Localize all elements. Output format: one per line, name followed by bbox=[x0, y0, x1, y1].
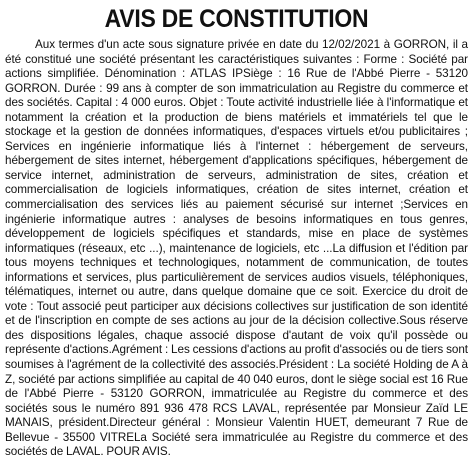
notice-title: AVIS DE CONSTITUTION bbox=[104, 5, 369, 33]
notice-body: Aux termes d'un acte sous signature privée en date du 12/02/2021 à GORRON, il a été constitué une société présentant les caractéristiques suivantes : Forme : Société par actions simplifiée. Dénomination : ATLAS IPSiège : 16 Rue de l'Abbé Pierre - 53120 GORRON. Durée : 99 ans à compter de son immatriculation au Registre du commerce et des sociétés. Capital : 4 000 euros. Objet : Toute activité industrielle liée à l'informatique et notamment la création et la production de biens matériels et immatériels tel que le stockage et la gestion de données informatiques, d'espaces virtuels et/ou publicitaires ; Services en ingénierie informatique liés à l'internet : hébergement de serveurs, hébergement de sites internet, hébergement d'applications spécifiques, hébergement de service internet, administration de serveurs, administration de sites, création et commercialisation de logiciels informatiques, création de sites internet, création et commercialisation des services liés au paiement sécurisé sur internet ;Services en ingénierie informatique autres : analyses de besoins informatiques en tous genres, développement de logiciels spécifiques et standards, mise en place de systèmes informatiques (réseaux, etc ...), maintenance de logiciels, etc ...La diffusion et l'édition par tous moyens techniques et technologiques, notamment de communication, de toutes informations et services, plus particulièrement de services audios visuels, téléphoniques, télématiques, internet ou autre, dans quelque domaine que ce soit. Exercice du droit de vote : Tout associé peut participer aux décisions collectives sur justification de son identité et de l'inscription en compte de ses actions au jour de la décision collective.Sous réserve des dispositions légales, chaque associé dispose d'autant de voix qu'il possède ou représente d'actions.Agrément : Les cessions d'actions au profit d'associés ou de tiers sont soumises à l'agrément de la collectivité des associés.Président : La société Holding de A à Z, société par actions simplifiée au capital de 40 040 euros, dont le siège social est 16 Rue de l'Abbé Pierre - 53120 GORRON, immatriculée au Registre du commerce et des sociétés sous le numéro 891 936 478 RCS LAVAL, représentée par Monsieur Zaïd LE MANAIS, président.Directeur général : Monsieur Valentin HUET, demeurant 7 Rue de Bellevue - 35500 VITRELa Société sera immatriculée au Registre du commerce et des sociétés de LAVAL. POUR AVIS. bbox=[5, 38, 468, 459]
